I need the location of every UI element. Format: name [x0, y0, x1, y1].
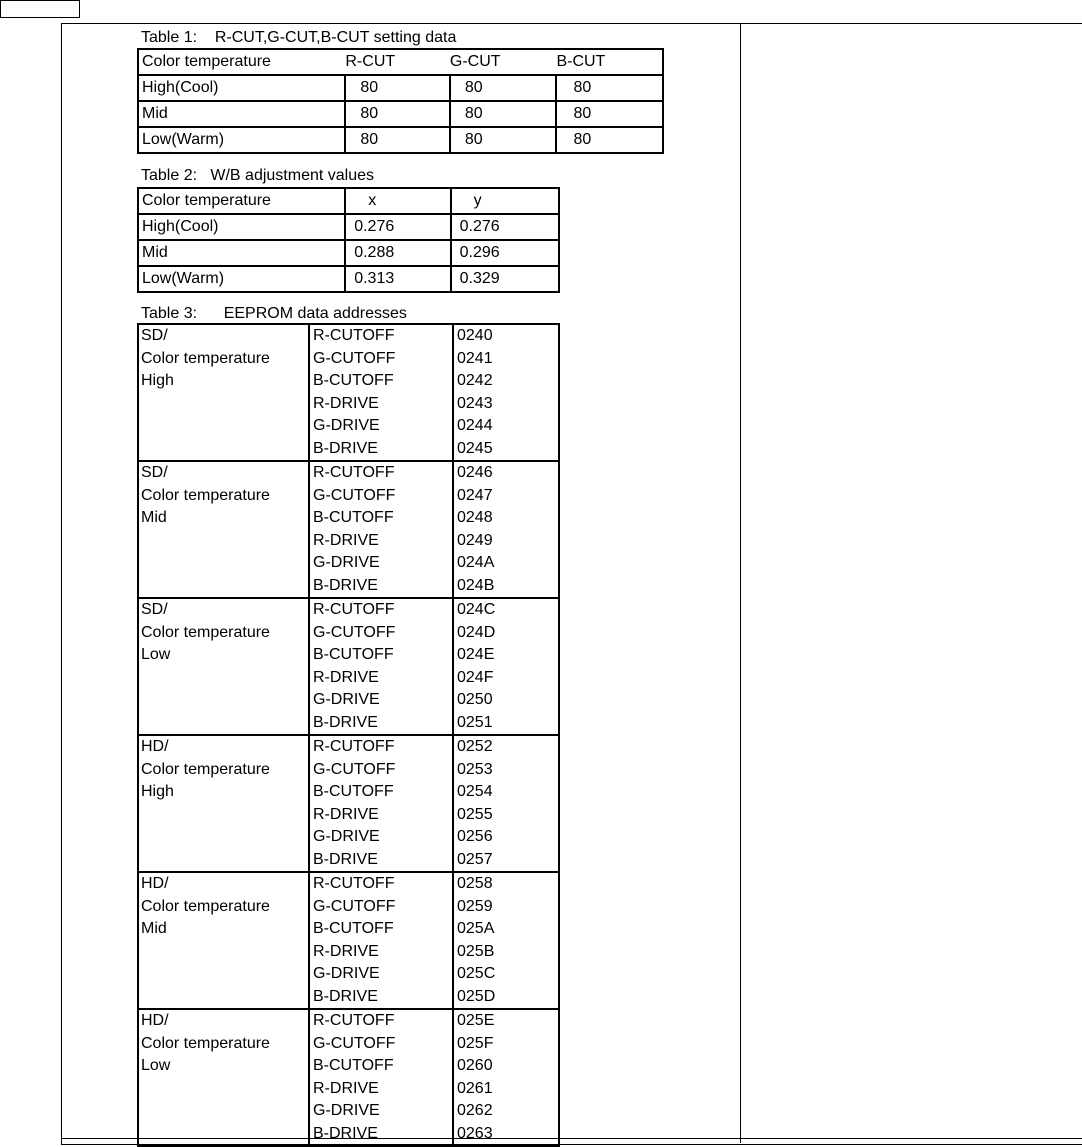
- table3-addresses: [454, 462, 558, 597]
- list-item: R-CUTOFF: [313, 875, 395, 892]
- address-value: 025E: [457, 1012, 495, 1029]
- table1-header-cell: G-CUT: [450, 49, 557, 75]
- table1-cell: 80: [450, 127, 557, 153]
- address-value: 024C: [457, 601, 496, 618]
- group-label-line: HD/: [141, 738, 169, 755]
- table3-items: [310, 462, 454, 597]
- list-item: R-DRIVE: [313, 942, 379, 960]
- list-item: B-CUTOFF: [313, 1057, 394, 1074]
- table1-cell: 80: [450, 75, 557, 101]
- group-label-line: SD/: [141, 464, 168, 481]
- table-row: [138, 266, 559, 292]
- address-value: 0252: [457, 738, 493, 755]
- address-value: 0255: [457, 805, 493, 823]
- list-item: R-DRIVE: [313, 1079, 379, 1097]
- list-item: R-CUTOFF: [313, 1012, 395, 1029]
- group-label-line: Color temperature: [141, 897, 270, 915]
- group-label-line: HD/: [141, 1012, 169, 1029]
- table2-cell: 0.288: [345, 240, 450, 266]
- address-value: 025C: [457, 965, 496, 982]
- list-item: R-CUTOFF: [313, 327, 395, 344]
- table3-group-label: [139, 462, 310, 597]
- table2-cell: 0.313: [345, 266, 450, 292]
- address-value: 0249: [457, 531, 493, 549]
- table-row: [138, 75, 663, 101]
- table1-cell: Mid: [138, 101, 345, 127]
- table2-cell: 0.276: [451, 214, 559, 240]
- list-item: G-CUTOFF: [313, 897, 396, 915]
- address-value: 0244: [457, 417, 493, 434]
- address-value: 024F: [457, 668, 494, 686]
- list-item: R-CUTOFF: [313, 464, 395, 481]
- address-value: 0251: [457, 713, 493, 731]
- table3-group-label: [139, 736, 310, 871]
- list-item: B-CUTOFF: [313, 783, 394, 800]
- address-value: 025A: [457, 920, 495, 937]
- list-item: B-CUTOFF: [313, 646, 394, 663]
- table3-group-label: [139, 325, 310, 460]
- address-value: 0253: [457, 760, 493, 778]
- list-item: G-DRIVE: [313, 965, 380, 982]
- table3-group: [137, 460, 560, 597]
- address-value: 025D: [457, 987, 496, 1005]
- table1-cell: High(Cool): [138, 75, 345, 101]
- address-value: 0246: [457, 464, 493, 481]
- list-item: B-DRIVE: [313, 576, 378, 594]
- group-label-line: Low: [141, 1057, 171, 1074]
- list-item: B-DRIVE: [313, 713, 378, 731]
- list-item: G-CUTOFF: [313, 349, 396, 367]
- table3-group: [137, 871, 560, 1008]
- table-row: [138, 214, 559, 240]
- list-item: G-DRIVE: [313, 691, 380, 708]
- list-item: B-DRIVE: [313, 439, 378, 457]
- table2-cell: Low(Warm): [138, 266, 345, 292]
- address-value: 024D: [457, 623, 496, 641]
- table3: [137, 323, 560, 1147]
- table2-cell: 0.296: [451, 240, 559, 266]
- table3-items: [310, 325, 454, 460]
- group-label-line: Mid: [141, 920, 167, 937]
- table1-header-cell: B-CUT: [556, 49, 663, 75]
- group-label-line: High: [141, 372, 174, 389]
- group-label-line: Color temperature: [141, 1034, 270, 1052]
- list-item: R-DRIVE: [313, 668, 379, 686]
- address-value: 024B: [457, 576, 495, 594]
- table3-caption: Table 3: EEPROM data addresses: [141, 305, 407, 322]
- address-value: 0259: [457, 897, 493, 915]
- table1-cell: 80: [345, 127, 450, 153]
- group-label-line: Color temperature: [141, 486, 270, 504]
- address-value: 0247: [457, 486, 493, 504]
- table2-cell: 0.276: [345, 214, 450, 240]
- table1-cell: 80: [450, 101, 557, 127]
- table2-cell: High(Cool): [138, 214, 345, 240]
- list-item: R-DRIVE: [313, 805, 379, 823]
- table-row: [138, 101, 663, 127]
- column-separator: [740, 23, 741, 1143]
- list-item: G-CUTOFF: [313, 486, 396, 504]
- group-label-line: SD/: [141, 601, 168, 618]
- table3-items: [310, 736, 454, 871]
- group-label-line: HD/: [141, 875, 169, 892]
- table1-header-cell: R-CUT: [345, 49, 450, 75]
- address-value: 0241: [457, 349, 493, 367]
- list-item: G-DRIVE: [313, 1102, 380, 1119]
- address-value: 025B: [457, 942, 495, 960]
- address-value: 025F: [457, 1034, 494, 1052]
- table3-items: [310, 873, 454, 1008]
- table3-group-label: [139, 599, 310, 734]
- list-item: B-DRIVE: [313, 987, 378, 1005]
- list-item: B-CUTOFF: [313, 372, 394, 389]
- address-value: 0256: [457, 828, 493, 845]
- list-item: B-CUTOFF: [313, 920, 394, 937]
- address-value: 0250: [457, 691, 493, 708]
- table3-addresses: [454, 599, 558, 734]
- group-label-line: High: [141, 783, 174, 800]
- table3-group: [137, 1008, 560, 1147]
- table-row: [138, 127, 663, 153]
- list-item: G-CUTOFF: [313, 623, 396, 641]
- address-value: 0245: [457, 439, 493, 457]
- table2-header-cell: Color temperature: [138, 188, 345, 214]
- table2-caption: Table 2: W/B adjustment values: [141, 167, 374, 184]
- table3-group: [137, 597, 560, 734]
- list-item: G-DRIVE: [313, 828, 380, 845]
- table3-group-label: [139, 873, 310, 1008]
- table1-cell: 80: [556, 75, 663, 101]
- address-value: 0261: [457, 1079, 493, 1097]
- list-item: B-DRIVE: [313, 850, 378, 868]
- address-value: 0260: [457, 1057, 493, 1074]
- table2-cell: Mid: [138, 240, 345, 266]
- group-label-line: Color temperature: [141, 623, 270, 641]
- table1-cell: 80: [556, 101, 663, 127]
- list-item: G-DRIVE: [313, 554, 380, 571]
- list-item: R-CUTOFF: [313, 601, 395, 618]
- table3-group: [137, 734, 560, 871]
- table3-items: [310, 599, 454, 734]
- address-value: 0240: [457, 327, 493, 344]
- table2-header-cell: y: [451, 188, 559, 214]
- table2: [137, 187, 560, 293]
- table-row: [138, 240, 559, 266]
- address-value: 0257: [457, 850, 493, 868]
- group-label-line: Low: [141, 646, 171, 663]
- table3-addresses: [454, 873, 558, 1008]
- group-label-line: Mid: [141, 509, 167, 526]
- table1-header-cell: Color temperature: [138, 49, 345, 75]
- table2-cell: 0.329: [451, 266, 559, 292]
- list-item: B-DRIVE: [313, 1124, 378, 1142]
- table3-group-label: [139, 1010, 310, 1145]
- table1-cell: 80: [556, 127, 663, 153]
- table3-items: [310, 1010, 454, 1145]
- table1-header-row: [138, 49, 663, 75]
- address-value: 0262: [457, 1102, 493, 1119]
- address-value: 0254: [457, 783, 493, 800]
- table1: [137, 48, 664, 154]
- group-label-line: SD/: [141, 327, 168, 344]
- address-value: 0258: [457, 875, 493, 892]
- group-label-line: Color temperature: [141, 349, 270, 367]
- table1-cell: 80: [345, 101, 450, 127]
- table3-addresses: [454, 325, 558, 460]
- table3-addresses: [454, 736, 558, 871]
- table2-header-row: [138, 188, 559, 214]
- address-value: 0263: [457, 1124, 493, 1142]
- list-item: G-CUTOFF: [313, 760, 396, 778]
- table1-cell: 80: [345, 75, 450, 101]
- table2-header-cell: x: [345, 188, 450, 214]
- address-value: 0248: [457, 509, 493, 526]
- table3-addresses: [454, 1010, 558, 1145]
- list-item: R-CUTOFF: [313, 738, 395, 755]
- list-item: R-DRIVE: [313, 531, 379, 549]
- list-item: R-DRIVE: [313, 394, 379, 412]
- list-item: B-CUTOFF: [313, 509, 394, 526]
- address-value: 0243: [457, 394, 493, 412]
- list-item: G-CUTOFF: [313, 1034, 396, 1052]
- table1-cell: Low(Warm): [138, 127, 345, 153]
- address-value: 024E: [457, 646, 495, 663]
- page-tag-box: [0, 0, 80, 18]
- address-value: 024A: [457, 554, 495, 571]
- group-label-line: Color temperature: [141, 760, 270, 778]
- table1-caption: Table 1: R-CUT,G-CUT,B-CUT setting data: [141, 29, 457, 46]
- table3-group: [137, 323, 560, 460]
- list-item: G-DRIVE: [313, 417, 380, 434]
- address-value: 0242: [457, 372, 493, 389]
